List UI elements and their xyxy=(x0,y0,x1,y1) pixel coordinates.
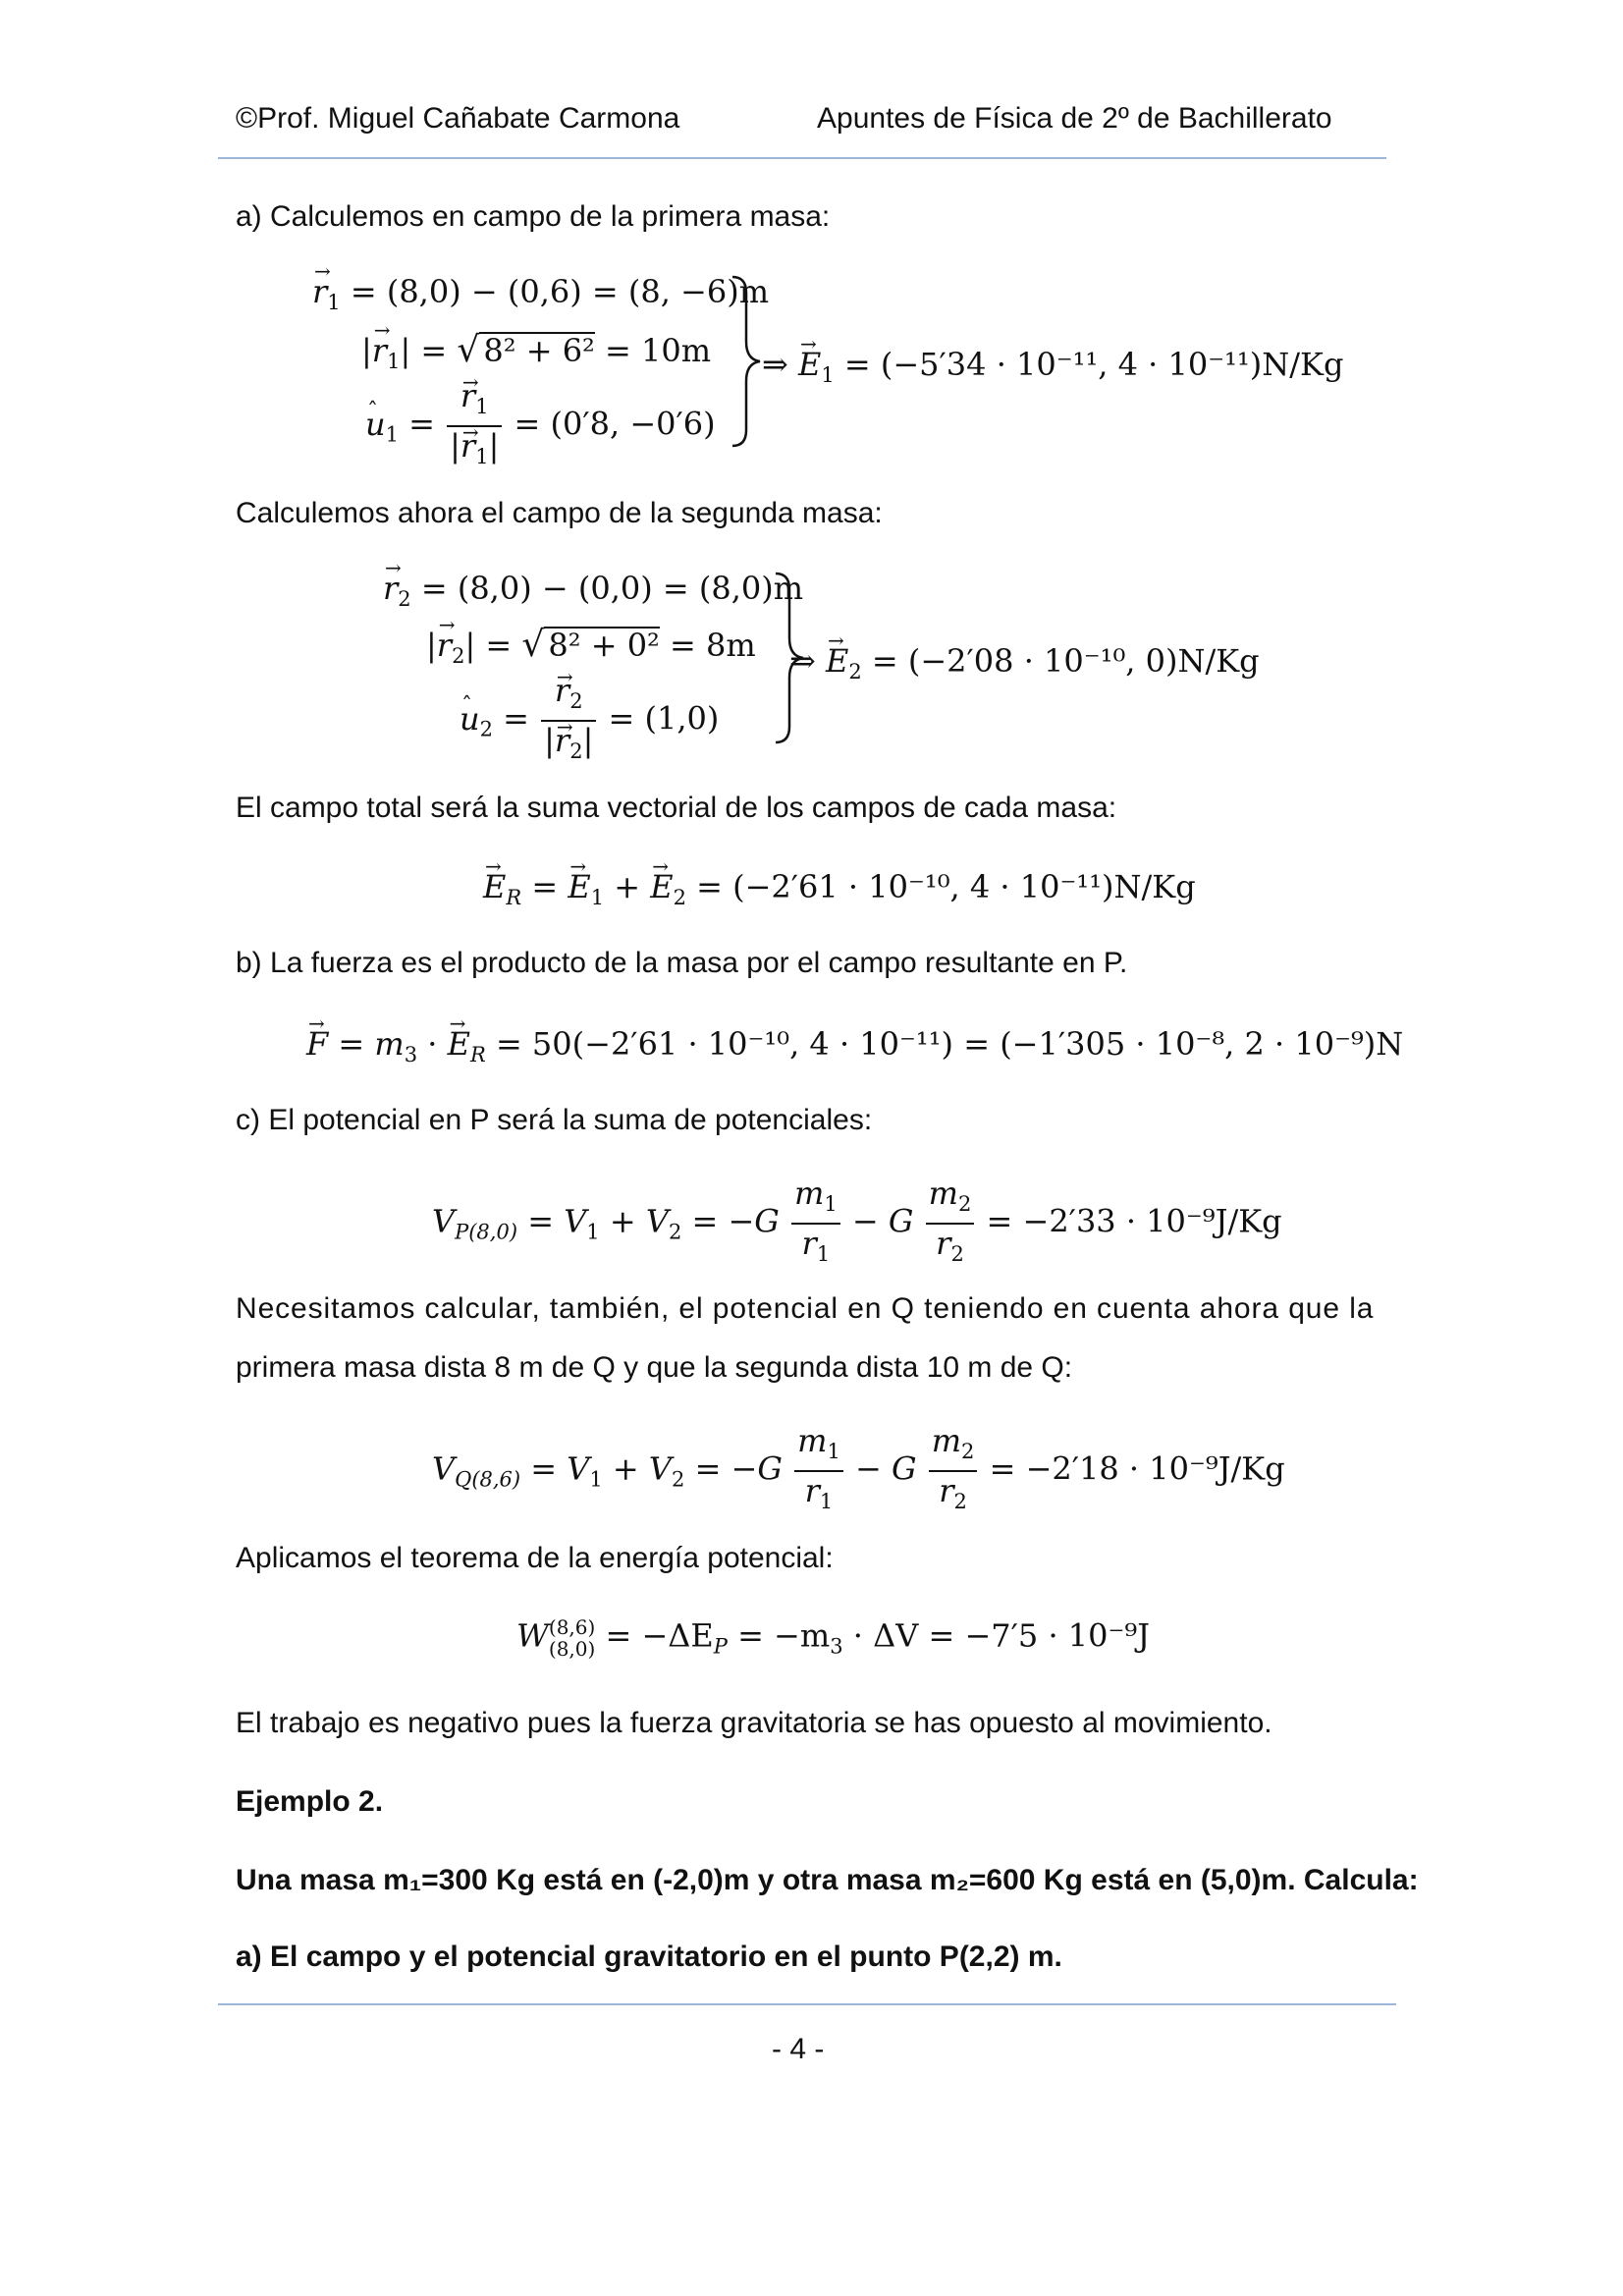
equation-r2: → $r_2 = (8,0) - (0,0) = (8,0)m$ xyxy=(383,570,803,611)
page-number: - 4 - xyxy=(772,2033,825,2065)
paragraph-total-field: El campo total será la suma vectorial de los campos de cada masa: xyxy=(236,792,1117,824)
example-part-a: a) El campo y el potencial gravitatorio en el punto P(2,2) m. xyxy=(236,1941,1062,1973)
paragraph-a-intro: a) Calculemos en campo de la primera masa: xyxy=(236,200,831,233)
header-author: ©Prof. Miguel Cañabate Carmona xyxy=(236,102,680,135)
paragraph-conclusion: El trabajo es negativo pues la fuerza gravitatoria se has opuesto al movimiento. xyxy=(236,1707,1272,1739)
equation-VP: $V_{P(8,0)} = V_1 + V_2 = -G$ $\frac{m_1}{r_1}$ − G $\frac{m_2}{r_2}$ = −2′33 · 10⁻⁹J/Kg xyxy=(432,1175,1282,1266)
footer-divider xyxy=(218,2003,1396,2005)
header-divider xyxy=(218,157,1386,159)
equation-ER: → $E_R$ = → $E_1$ + → $E_2 = (-2'61 \cdot 10^{-10}$, 4 · 10⁻¹¹)N/Kg xyxy=(483,868,1196,909)
example-title: Ejemplo 2. xyxy=(236,1785,384,1818)
paragraph-c: c) El potencial en P será la suma de potenciales: xyxy=(236,1104,873,1136)
paragraph-q-line1: Necesitamos calcular, también, el potencial en Q teniendo en cuenta ahora que la xyxy=(236,1292,1375,1325)
equation-r2-modulus: |→ $r_2|$ = √ 8² + 0² = 8m xyxy=(426,625,756,668)
equation-u1: ˆ $u_1$ = → $\frac{r_1}{|\to r_1|}$ = (0′8, −0′6) xyxy=(365,377,716,475)
equation-work: W (8,6) (8,0) = $-\Delta E_P = -m_3 \cdot \Delta V = -7'5 \cdot 10^{-9}J$ xyxy=(516,1615,1151,1661)
equation-r1: → $r_1 = (8,0) - (0,6) = (8$, −6)m xyxy=(312,273,769,314)
paragraph-q-line2: primera masa dista 8 m de Q y que la segunda dista 10 m de Q: xyxy=(236,1351,1073,1384)
equation-E2: ⇒ → $E_2 = (-2'08 \cdot 10^{-10}$, 0)N/Kg xyxy=(789,642,1260,683)
paragraph-theorem: Aplicamos el teorema de la energía potencial: xyxy=(236,1542,834,1574)
example-statement: Una masa m₁=300 Kg está en (-2,0)m y otra masa m₂=600 Kg está en (5,0)m. Calcula: xyxy=(236,1864,1419,1896)
equation-E1: ⇒ → $E_1 = (-5'34 \cdot 10^{-11}$, 4 · 10⁻¹¹)N/Kg xyxy=(762,346,1343,387)
equation-u2: ˆ $u_2$ = → $\frac{r_2}{|\to r_2|}$ = (1,0) xyxy=(460,672,719,770)
equation-force: → $F = m_3$ · → $E_R = 50(-2'61 \cdot 10^{-10}$, 4 · 10⁻¹¹) = (−1′305 · 10⁻⁸, 2 · 10⁻⁹)N xyxy=(306,1025,1403,1066)
equation-r1-modulus: |→ $r_1|$ = √ 8² + 6² = 10m xyxy=(361,330,711,373)
equation-VQ: $V_{Q(8,6)} = V_1 + V_2 = -G$ $\frac{m_1}{r_1}$ − G $\frac{m_2}{r_2}$ = −2′18 · 10⁻⁹J/Kg xyxy=(432,1422,1285,1513)
paragraph-second-mass: Calculemos ahora el campo de la segunda masa: xyxy=(236,497,883,529)
paragraph-b: b) La fuerza es el producto de la masa por el campo resultante en P. xyxy=(236,947,1128,979)
header-title: Apuntes de Física de 2º de Bachillerato xyxy=(817,102,1332,135)
